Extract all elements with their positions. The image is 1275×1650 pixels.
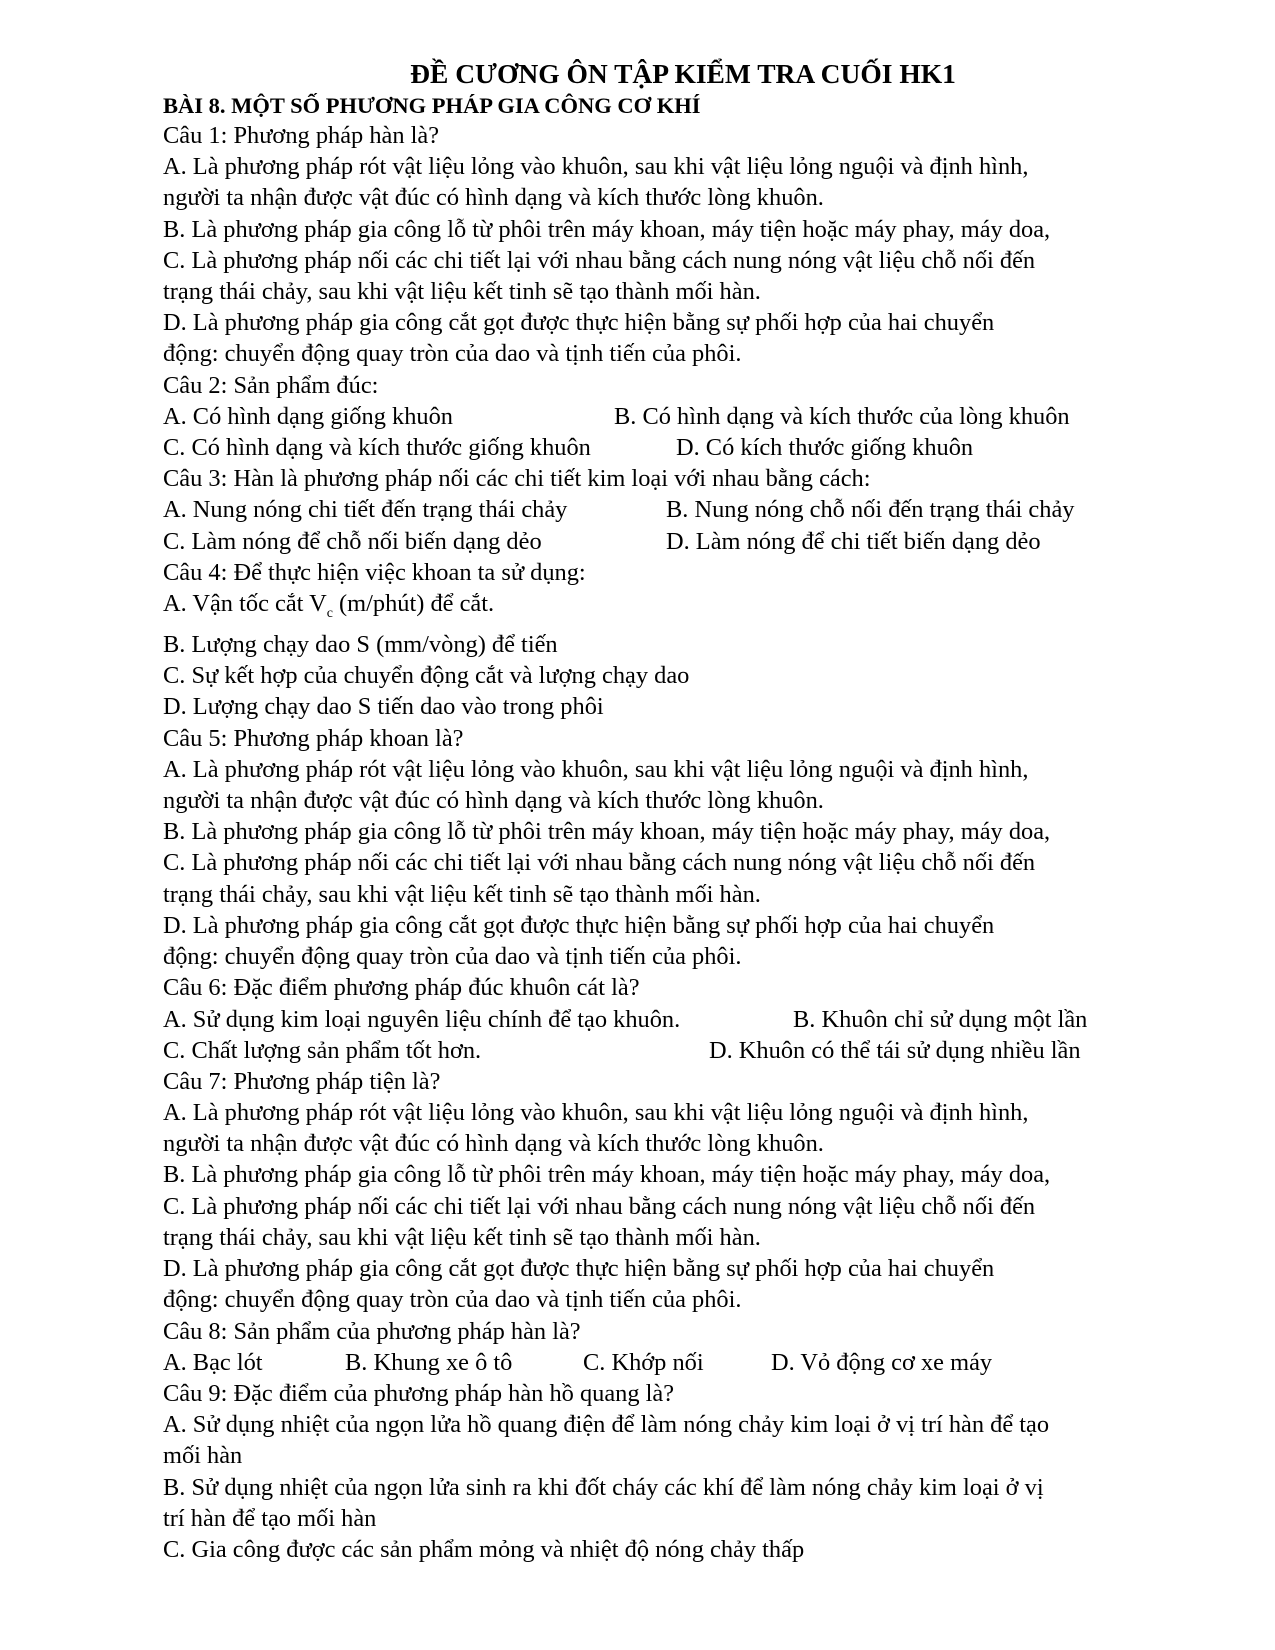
q2-options-row1 (163, 401, 1163, 432)
q8-options-row (163, 1347, 1163, 1378)
q1-option-b: B. Là phương pháp gia công lỗ từ phôi trên máy khoan, máy tiện hoặc máy phay, máy doa, (163, 215, 1051, 243)
q3-option-d: D. Làm nóng để chi tiết biến dạng dẻo (666, 527, 1041, 555)
q3-options-row2 (163, 526, 1163, 557)
q4-option-a-subscript: c (326, 605, 333, 621)
question-7: Câu 7: Phương pháp tiện là? (163, 1067, 441, 1095)
q6-option-b: B. Khuôn chỉ sử dụng một lần (793, 1005, 1088, 1033)
q7-option-c-line2: trạng thái chảy, sau khi vật liệu kết tinh sẽ tạo thành mối hàn. (163, 1223, 761, 1251)
q2-option-d: D. Có kích thước giống khuôn (676, 434, 974, 462)
q8-option-b: B. Khung xe ô tô (345, 1348, 513, 1376)
q6-options-row1 (163, 1004, 1163, 1035)
q3-option-c: C. Làm nóng để chỗ nối biến dạng dẻo (163, 527, 542, 555)
question-3: Câu 3: Hàn là phương pháp nối các chi tiết kim loại với nhau bằng cách: (163, 465, 871, 493)
q6-options-row2 (163, 1035, 1163, 1066)
q6-option-d: D. Khuôn có thể tái sử dụng nhiều lần (709, 1036, 1081, 1064)
q3-option-b: B. Nung nóng chỗ nối đến trạng thái chảy (666, 496, 1075, 524)
q8-option-a: A. Bạc lót (163, 1348, 263, 1376)
q7-option-a-line2: người ta nhận được vật đúc có hình dạng và kích thước lòng khuôn. (163, 1130, 824, 1158)
q7-option-d-line1: D. Là phương pháp gia công cắt gọt được thực hiện bằng sự phối hợp của hai chuyển (163, 1255, 995, 1283)
document-page (163, 57, 1163, 1565)
q5-option-b: B. Là phương pháp gia công lỗ từ phôi trên máy khoan, máy tiện hoặc máy phay, máy doa, (163, 818, 1051, 846)
q7-option-a-line1: A. Là phương pháp rót vật liệu lỏng vào khuôn, sau khi vật liệu lỏng nguội và định hình, (163, 1099, 1029, 1127)
question-5: Câu 5: Phương pháp khoan là? (163, 724, 464, 752)
q6-option-a: A. Sử dụng kim loại nguyên liệu chính để tạo khuôn. (163, 1005, 681, 1033)
q1-option-d-line2: động: chuyển động quay tròn của dao và tịnh tiến của phôi. (163, 340, 742, 368)
q5-option-a-line2: người ta nhận được vật đúc có hình dạng và kích thước lòng khuôn. (163, 787, 824, 815)
q4-option-a-text: A. Vận tốc cắt V (163, 589, 327, 617)
q6-option-c: C. Chất lượng sản phẩm tốt hơn. (163, 1036, 482, 1064)
q7-option-d-line2: động: chuyển động quay tròn của dao và tịnh tiến của phôi. (163, 1286, 742, 1314)
q5-option-c-line1: C. Là phương pháp nối các chi tiết lại với nhau bằng cách nung nóng vật liệu chỗ nối đến (163, 849, 1036, 877)
q4-option-c: C. Sự kết hợp của chuyển động cắt và lượng chạy dao (163, 662, 690, 690)
q2-option-a: A. Có hình dạng giống khuôn (163, 402, 453, 430)
q3-options-row1 (163, 494, 1163, 525)
q5-option-d-line1: D. Là phương pháp gia công cắt gọt được thực hiện bằng sự phối hợp của hai chuyển (163, 911, 995, 939)
q8-option-c: C. Khớp nối (583, 1348, 704, 1376)
question-8: Câu 8: Sản phẩm của phương pháp hàn là? (163, 1317, 581, 1345)
q2-option-b: B. Có hình dạng và kích thước của lòng khuôn (614, 402, 1070, 430)
q9-option-a-line1: A. Sử dụng nhiệt của ngọn lửa hồ quang điện để làm nóng chảy kim loại ở vị trí hàn để tạo (163, 1411, 1050, 1439)
document-title: ĐỀ CƯƠNG ÔN TẬP KIỂM TRA CUỐI HK1 (410, 58, 956, 89)
q1-option-a-line2: người ta nhận được vật đúc có hình dạng và kích thước lòng khuôn. (163, 184, 824, 212)
q4-option-b: B. Lượng chạy dao S (mm/vòng) để tiến (163, 631, 558, 659)
q2-options-row2 (163, 432, 1163, 463)
q1-option-c-line2: trạng thái chảy, sau khi vật liệu kết tinh sẽ tạo thành mối hàn. (163, 278, 761, 306)
q9-option-b-line1: B. Sử dụng nhiệt của ngọn lửa sinh ra khi đốt cháy các khí để làm nóng chảy kim loại ở vị (163, 1473, 1044, 1501)
q9-option-c: C. Gia công được các sản phẩm mỏng và nhiệt độ nóng chảy thấp (163, 1535, 805, 1563)
lesson-heading: BÀI 8. MỘT SỐ PHƯƠNG PHÁP GIA CÔNG CƠ KHÍ (163, 93, 701, 118)
question-9: Câu 9: Đặc điểm của phương pháp hàn hồ quang là? (163, 1379, 675, 1407)
question-6: Câu 6: Đặc điểm phương pháp đúc khuôn cát là? (163, 974, 640, 1002)
q5-option-c-line2: trạng thái chảy, sau khi vật liệu kết tinh sẽ tạo thành mối hàn. (163, 880, 761, 908)
q1-option-d-line1: D. Là phương pháp gia công cắt gọt được thực hiện bằng sự phối hợp của hai chuyển (163, 309, 995, 337)
q1-option-a-line1: A. Là phương pháp rót vật liệu lỏng vào khuôn, sau khi vật liệu lỏng nguội và định hình, (163, 153, 1029, 181)
q4-option-a-unit: (m/phút) để cắt. (332, 589, 495, 617)
q5-option-d-line2: động: chuyển động quay tròn của dao và tịnh tiến của phôi. (163, 943, 742, 971)
q5-option-a-line1: A. Là phương pháp rót vật liệu lỏng vào khuôn, sau khi vật liệu lỏng nguội và định hình, (163, 755, 1029, 783)
q1-option-c-line1: C. Là phương pháp nối các chi tiết lại với nhau bằng cách nung nóng vật liệu chỗ nối đến (163, 246, 1036, 274)
q7-option-b: B. Là phương pháp gia công lỗ từ phôi trên máy khoan, máy tiện hoặc máy phay, máy doa, (163, 1161, 1051, 1189)
q3-option-a: A. Nung nóng chi tiết đến trạng thái chảy (163, 496, 568, 524)
question-4: Câu 4: Để thực hiện việc khoan ta sử dụng: (163, 558, 586, 586)
q9-option-b-line2: trí hàn để tạo mối hàn (163, 1504, 377, 1532)
question-2: Câu 2: Sản phẩm đúc: (163, 371, 379, 399)
q9-option-a-line2: mối hàn (163, 1442, 243, 1470)
q7-option-c-line1: C. Là phương pháp nối các chi tiết lại với nhau bằng cách nung nóng vật liệu chỗ nối đến (163, 1192, 1036, 1220)
q4-option-d: D. Lượng chạy dao S tiến dao vào trong phôi (163, 693, 604, 721)
q2-option-c: C. Có hình dạng và kích thước giống khuôn (163, 434, 591, 462)
q8-option-d: D. Vỏ động cơ xe máy (771, 1348, 993, 1376)
q4-option-a (163, 588, 1163, 629)
question-1: Câu 1: Phương pháp hàn là? (163, 122, 440, 149)
